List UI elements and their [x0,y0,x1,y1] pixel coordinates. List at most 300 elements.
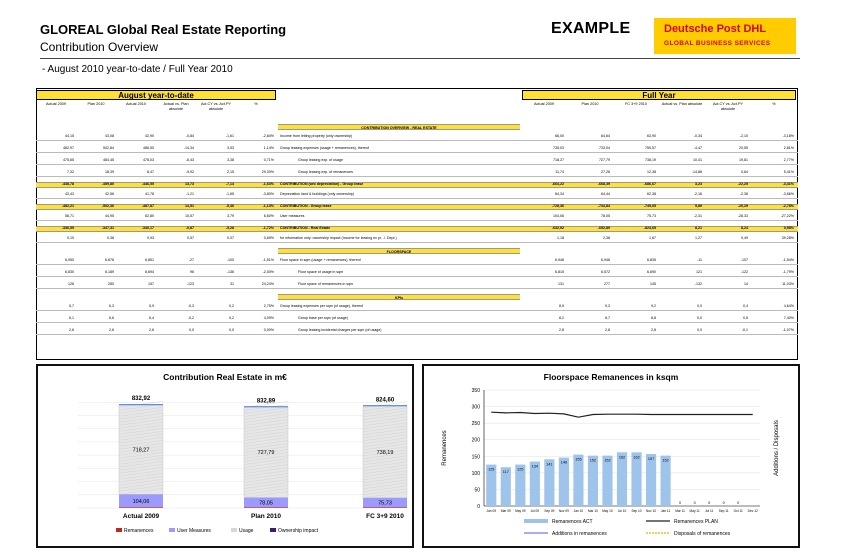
left-value-cell: -7,14 [225,182,234,186]
row-label: Floor space in sqm (usage + remanences), thereof [280,258,361,262]
right-value-cell: 6,815 [555,270,564,274]
bar-value-label: 141 [546,462,553,467]
row-divider [36,220,798,221]
x-tick-label: Mar 11 [675,509,685,513]
y2-axis-title: Additions / Disposals [774,420,780,476]
right-value-cell: 750,57 [645,146,656,150]
legend-label: Remanences PLAN [674,519,718,525]
right-value-cell: 1,27 [695,236,702,240]
x-tick-label: Jul 10 [617,509,627,513]
x-tick-label: May 09 [515,509,526,513]
x-tick-label: May 10 [602,509,613,513]
right-value-cell: 5,41% [783,170,794,174]
right-value-cell: -11 [697,258,702,262]
right-value-cell: 1,67 [649,236,656,240]
total-label: 832,89 [256,398,276,405]
row-divider [36,198,798,199]
legend-label: Additions in remanences [552,531,607,537]
right-value-cell: 0,0 [697,304,702,308]
right-value-cell: 39,28% [781,236,794,240]
left-value-cell: 6,694 [145,270,154,274]
right-value-cell: 8,24 [741,226,748,230]
right-value-cell: -132 [694,282,702,286]
right-value-cell: 0,0 [697,316,702,320]
right-value-cell: -728,36 [551,204,564,208]
right-value-cell: 8,21 [695,226,702,230]
x-tick-label: Oct 11 [733,509,743,513]
remanences-act-bar [660,456,670,506]
left-value-cell: 0,2 [229,304,234,308]
right-value-cell: -3,18% [782,134,794,138]
bar-value-label: 117 [502,470,509,475]
left-value-cell: 13,73 [185,182,194,186]
left-value-cell: -438,78 [61,182,74,186]
left-value-cell: -5,46 [225,204,234,208]
right-value-cell: 121 [696,270,702,274]
right-value-cell: 0,4 [743,304,748,308]
left-value-cell: 6,189 [105,270,114,274]
left-value-cell: 3,53 [227,146,234,150]
usage-label: 738,19 [376,449,394,456]
left-value-cell: 484,45 [103,158,114,162]
right-value-cell: 12,38 [647,170,656,174]
report-period: - August 2010 year-to-date / Full Year 2010 [42,64,233,75]
y-tick-label: 50 [474,487,480,494]
right-column-header: FC 3+9 2010 [624,102,648,106]
bar-value-label: 146 [560,460,568,465]
left-value-cell: 6,1 [69,316,74,320]
left-value-cell: -1,61 [225,134,234,138]
x-tick-label: Jan 09 [486,509,497,513]
right-value-cell: -2,36 [739,192,748,196]
right-value-cell: 0,5 [743,316,748,320]
dhl-logo-subtitle: GLOBAL BUSINESS SERVICES [664,40,771,47]
row-divider [36,334,798,335]
category-label: FC 3+9 2010 [366,513,404,520]
header-divider [40,58,800,59]
right-value-cell: 2,8 [651,328,656,332]
right-column-header: Plan 2010 [581,102,599,106]
right-value-cell: -14,88 [691,170,702,174]
category-label: Actual 2009 [122,513,160,520]
right-value-cell: -1,07% [782,328,794,332]
left-value-cell: -2,84% [262,134,274,138]
right-value-cell: 6,835 [647,258,656,262]
left-value-cell: 2,75% [263,304,274,308]
x-tick-label: Jan 11 [660,509,671,513]
bar-value-label: 155 [575,457,582,462]
left-value-cell: 42,90 [145,134,154,138]
row-divider [36,164,798,165]
left-value-cell: -136 [226,270,234,274]
left-value-cell: 475,65 [63,158,74,162]
remanences-act-bar [573,455,583,506]
right-value-cell: 145 [650,282,656,286]
report-subtitle: Contribution Overview [40,40,159,54]
left-value-cell: -6,43 [185,158,194,162]
right-value-cell: 5,89 [695,204,702,208]
left-value-cell: 42,56 [105,192,114,196]
right-value-cell: 2,8 [605,328,610,332]
right-value-cell: 6,946 [555,258,564,262]
left-value-cell: 43,08 [105,134,114,138]
left-value-cell: -100 [226,258,234,262]
ownership-impact-bar [119,404,163,405]
right-value-cell: -28,33 [737,214,748,218]
right-value-cell: 131 [558,282,564,286]
right-value-cell: 78,05 [601,214,610,218]
right-value-cell: -2,31 [693,214,702,218]
y-tick-label: 200 [471,437,480,444]
right-value-cell: -122 [740,270,748,274]
left-value-cell: 31 [230,282,234,286]
x-tick-label: Mar 10 [587,509,598,513]
right-value-cell: 8,8 [651,316,656,320]
left-value-cell: -446,55 [141,182,154,186]
left-value-cell: 3,38 [227,158,234,162]
right-value-cell: 2,8 [559,328,564,332]
right-value-cell: 735,03 [553,146,564,150]
left-column-header: Actual 2010 [125,102,147,106]
right-value-cell: -2,78% [782,204,794,208]
right-value-cell: -2,16 [693,192,702,196]
left-value-cell: 4,09% [263,316,274,320]
left-value-cell: 18,39 [105,170,114,174]
left-value-cell: 0,2 [229,316,234,320]
left-value-cell: 6,851 [145,258,154,262]
right-value-cell: 8,7 [605,316,610,320]
right-value-cell: -27,22% [780,214,794,218]
right-value-cell: 10,41 [693,158,702,162]
total-label: 824,60 [375,397,395,404]
right-value-cell: -652,89 [597,226,610,230]
x-tick-label: Mar 09 [500,509,511,513]
legend-label: User Measures [177,528,211,534]
legend-swatch [270,528,276,532]
right-value-cell: -664,22 [551,182,564,186]
left-value-cell: 14,51 [185,204,194,208]
left-value-cell: -487,87 [141,204,154,208]
left-column-header: % [254,102,258,106]
y-tick-label: 150 [471,454,480,461]
bar-value-label: 162 [633,455,640,460]
y-tick-label: 100 [471,470,480,477]
right-value-cell: 2,77% [783,158,794,162]
left-value-cell: -459,80 [101,182,114,186]
y-tick-label: 250 [471,421,480,428]
right-value-cell: -0,1 [741,328,748,332]
remanences-act-bar [646,454,656,506]
left-value-cell: 0,07 [227,236,234,240]
left-value-cell: 0,93 [147,236,154,240]
right-value-cell: -749,05 [643,204,656,208]
section-header: CONTRIBUTION OVERVIEW - REAL ESTATE [278,124,520,130]
left-value-cell: 6,4 [149,316,154,320]
row-label: Floor space of remanences in sqm [298,282,354,286]
left-value-cell: 8,47 [147,170,154,174]
right-value-cell: 63,90 [647,134,656,138]
left-value-cell: -3,80% [262,192,274,196]
ownership-impact-bar [363,405,407,406]
row-label: Group leasing exp. of remanences [298,170,353,174]
right-value-cell: 19,81 [739,158,748,162]
legend-label: Usage [239,528,254,534]
left-value-cell: 1,14% [263,146,274,150]
bar-value-label: 152 [662,458,669,463]
left-value-cell: 44,95 [105,214,114,218]
row-label: Income from letting property (only ownership) [280,134,353,138]
right-value-cell: 9,3 [605,304,610,308]
row-label: Group leasing incidental charges per sqm (of usage) [298,328,382,332]
left-value-cell: -9,92 [185,170,194,174]
floorspace-chart [424,366,798,546]
bar-value-label: 125 [488,467,495,472]
x-tick-label: Sep 10 [631,509,642,513]
remanences-bar [119,507,163,508]
right-value-cell: -668,39 [597,182,610,186]
bar-value-label: 0 [708,501,711,505]
report-title: GLOREAL Global Real Estate Reporting [40,22,287,37]
left-value-cell: 0,00% [263,328,274,332]
right-value-cell: -686,67 [643,182,656,186]
left-value-cell: -1,65 [225,192,234,196]
left-value-cell: 0,57 [187,236,194,240]
left-value-cell: 502,84 [103,146,114,150]
left-value-cell: 157 [148,282,154,286]
left-value-cell: 6,876 [105,258,114,262]
y-tick-label: 0 [477,504,480,510]
right-value-cell: 11,03% [782,282,794,286]
right-value-cell: -734,84 [597,204,610,208]
right-value-cell: -2,10 [739,134,748,138]
left-value-cell: 7,32 [67,170,74,174]
left-value-cell: 62,80 [145,214,154,218]
floorspace-chart-title: Floorspace Remanences in ksqm [543,372,679,382]
contribution-chart-panel [36,364,414,548]
right-value-cell: 6,690 [647,270,656,274]
dhl-logo [654,18,796,54]
remanences-act-bar [588,456,598,506]
x-tick-label: May 11 [689,509,700,513]
row-label: Floor space of usage in sqm [298,270,344,274]
bar-value-label: 0 [679,501,682,505]
left-value-cell: 6,6 [109,316,114,320]
right-value-cell: 0,49 [741,236,748,240]
left-value-cell: 6,3 [109,304,114,308]
right-value-cell: 27,26 [601,170,610,174]
left-column-header: Actual 2009 [45,102,67,106]
left-column-header: Plan 2010 [87,102,105,106]
right-column-header: Act.CY vs. Act.PY absolute [712,102,744,111]
left-value-cell: 0,71% [263,158,274,162]
bar-value-label: 125 [517,467,524,472]
row-divider [36,176,798,177]
right-value-cell: -3,66% [782,192,794,196]
right-value-cell: -1,79% [782,270,794,274]
left-value-cell: 5,9 [149,304,154,308]
row-label: Depreciation land & buildings (only ownership) [280,192,354,196]
left-column-header: Actual vs. Plan absolute [163,102,189,111]
left-value-cell: 0,10 [67,236,74,240]
contribution-chart [38,366,412,546]
right-value-cell: 7,40% [783,316,794,320]
right-value-cell: 6,572 [601,270,610,274]
row-divider [36,264,798,265]
x-tick-label: Jan 10 [573,509,584,513]
remanences-bar [363,507,407,508]
remanences-plan-line [491,412,752,417]
row-label: for information only: ownership impact (Income for leasing ex pr. ./. Depr.) [280,236,397,240]
right-value-cell: 718,27 [553,158,564,162]
row-divider [36,322,798,323]
right-value-cell: 8,2 [559,316,564,320]
contribution-chart-title: Contribution Real Estate in m€ [163,372,287,382]
section-header: KPIs [278,294,520,300]
right-value-cell: 64,34 [555,192,564,196]
left-value-cell: -27 [188,258,194,262]
right-value-cell: 66,00 [555,134,564,138]
remanences-act-bar [559,458,569,506]
remanences-act-bar [617,452,627,506]
left-value-cell: 482,97 [63,146,74,150]
x-tick-label: Dec 12 [747,509,758,513]
row-label: Group leasing expenses per sqm (of usage), thereof [280,304,364,308]
left-value-cell: 2,6 [149,328,154,332]
bar-value-label: 157 [647,456,655,461]
right-value-cell: 104,06 [553,214,564,218]
legend-swatch [524,519,548,523]
left-column-header: Act.CY vs. Act.PY absolute [200,102,232,111]
row-label: Group leasing exp. of usage [298,158,343,162]
right-column-header: Actual 2009 [533,102,555,106]
left-value-cell: -1,63% [262,182,274,186]
section-header: FLOORSPACE [278,248,520,254]
left-value-cell: -0,84 [185,134,194,138]
left-header-title: August year-to-date [118,91,194,100]
usage-label: 727,79 [257,450,275,457]
left-value-cell: 41,78 [145,192,154,196]
remanences-bar [244,507,288,508]
x-tick-label: Jul 09 [530,509,540,513]
right-value-cell: -20,29 [737,204,748,208]
legend-label: Remanences ACT [552,519,593,525]
right-value-cell: 1,18 [557,236,564,240]
right-value-cell: 733,04 [599,146,610,150]
contribution-table [36,88,798,360]
left-value-cell: -1,51% [262,258,274,262]
right-value-cell: -22,25 [737,182,748,186]
legend-swatch [116,528,122,532]
left-value-cell: 280 [108,282,114,286]
dhl-logo-title: Deutsche Post DHL [664,23,767,35]
row-divider [36,276,798,277]
left-value-cell: 24,24% [261,282,274,286]
row-label: User measures [280,214,305,218]
right-value-cell: -3,41% [782,182,794,186]
x-tick-label: Sep 09 [544,509,555,513]
legend-label: Remanences [124,528,154,534]
user-measures-label: 75,73 [378,500,392,507]
left-value-cell: 2,15 [227,170,234,174]
left-value-cell: 2,6 [69,328,74,332]
right-value-cell: 3,23 [695,182,702,186]
user-measures-label: 78,05 [259,500,273,507]
left-value-cell: -1,72% [262,226,274,230]
left-value-cell: -347,31 [101,226,114,230]
x-tick-label: Jul 11 [705,509,714,513]
right-value-cell: 738,19 [645,158,656,162]
left-value-cell: -0,87 [185,226,194,230]
left-value-cell: 126 [68,282,74,286]
left-value-cell: 0,69% [263,236,274,240]
right-value-cell: 62,38 [647,192,656,196]
right-value-cell: 11,74 [555,170,564,174]
left-value-cell: 5,7 [69,304,74,308]
right-value-cell: -0,34 [693,134,702,138]
left-value-cell: -2,00% [262,270,274,274]
legend-swatch [169,528,175,532]
left-value-cell: 478,03 [143,158,154,162]
floorspace-chart-panel [422,364,800,548]
remanences-act-bar [602,456,612,506]
right-value-cell: 0,98% [783,226,794,230]
category-label: Plan 2010 [251,513,281,520]
right-value-cell: 14 [744,282,748,286]
right-column-header: % [772,102,776,106]
right-value-cell: 4,64% [783,304,794,308]
left-value-cell: -0,3 [187,304,194,308]
right-value-cell: 0,64 [741,170,748,174]
user-measures-label: 104,06 [132,498,150,505]
left-value-cell: 6,950 [65,258,74,262]
right-value-cell: -4,47 [693,146,702,150]
right-value-cell: 8,9 [559,304,564,308]
right-value-cell: 727,79 [599,158,610,162]
right-value-cell: -632,92 [551,226,564,230]
bar-value-label: 0 [737,501,740,505]
right-value-cell: 9,2 [651,304,656,308]
left-value-cell: 29,30% [261,170,274,174]
ownership-impact-bar [244,406,288,407]
x-tick-label: Nov 09 [558,509,569,513]
row-divider [36,152,798,153]
left-value-cell: -0,2 [187,316,194,320]
x-tick-label: Nov 10 [645,509,657,513]
left-value-cell: 0,0 [229,328,234,332]
y-tick-label: 350 [471,388,480,394]
bar-value-label: 0 [722,501,725,505]
x-tick-label: Sep 11 [718,509,729,513]
total-label: 832,92 [131,396,151,403]
right-value-cell: 75,73 [647,214,656,218]
bar-value-label: 152 [589,458,597,463]
legend-label: Disposals of remanences [674,531,731,537]
right-value-cell: 64,64 [601,134,610,138]
left-value-cell: -5,28 [225,226,234,230]
left-value-cell: 2,6 [109,328,114,332]
y-tick-label: 300 [471,404,480,411]
left-value-cell: 0,0 [189,328,194,332]
right-value-cell: 277 [604,282,610,286]
left-value-cell: 6,60% [263,214,274,218]
left-value-cell: -14,34 [183,146,194,150]
bar-value-label: 152 [604,458,611,463]
row-label: CONTRIBUTION - Real Estate [280,226,331,230]
left-value-cell: 0,38 [107,236,114,240]
legend-swatch [231,528,237,532]
legend-label: Ownership impact [278,528,319,534]
bar-value-label: 162 [618,455,626,460]
